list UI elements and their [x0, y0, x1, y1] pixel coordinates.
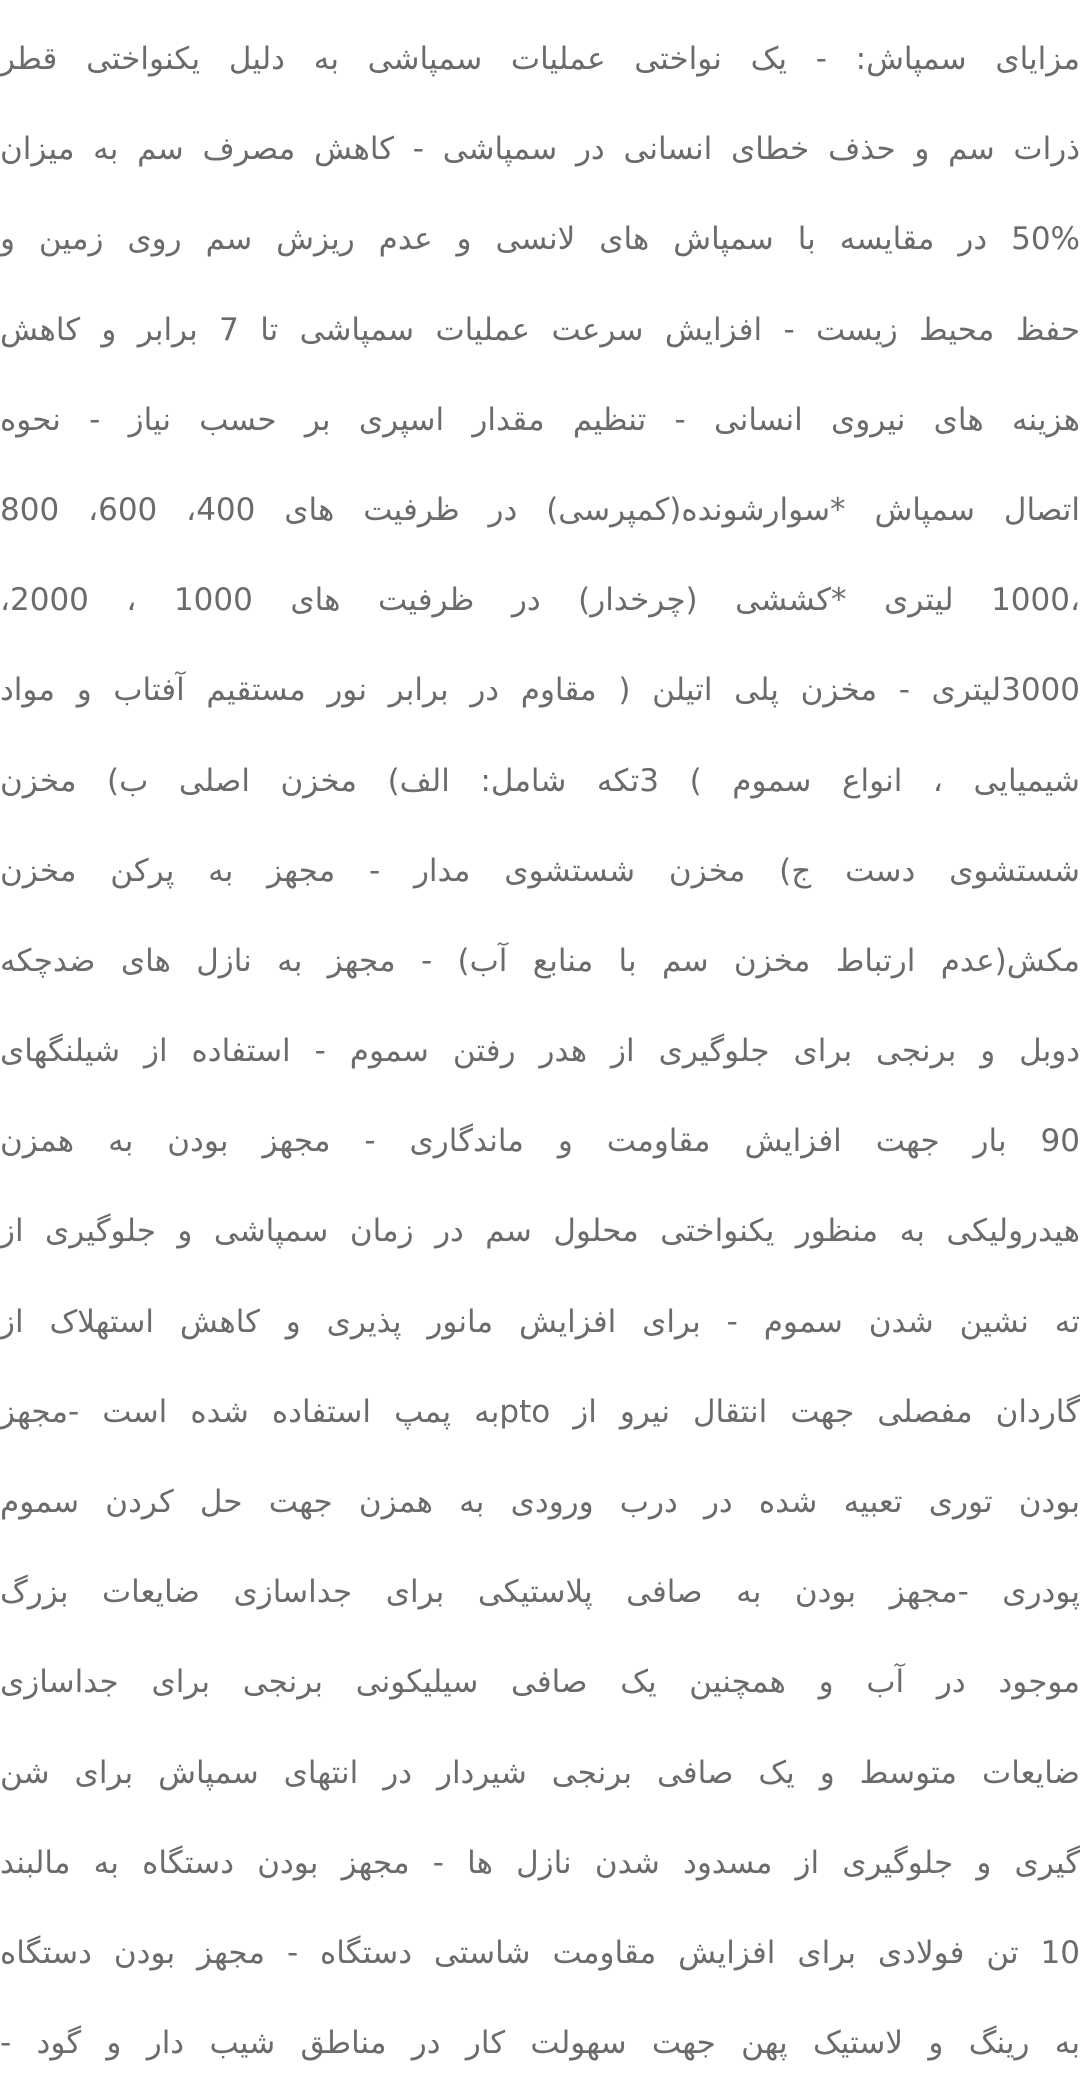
description-line: ته نشین شدن سموم - برای افزایش مانور پذیری و کاهش استهلاک از — [0, 1303, 1080, 1340]
product-description — [0, 14, 1080, 2088]
description-line: 90 بار جهت افزایش مقاومت و ماندگاری - مجهز بودن به همزن — [0, 1123, 1080, 1160]
description-line: موجود در آب و همچنین یک صافی سیلیکونی برنجی برای جداسازی — [0, 1664, 1080, 1701]
description-line: بودن توری تعبیه شده در درب ورودی به همزن جهت حل کردن سموم — [0, 1484, 1080, 1520]
description-line: گاردان مفصلی جهت انتقال نیرو از ptoبه پمپ استفاده شده است -مجهز — [0, 1393, 1080, 1430]
description-line: پودری -مجهز بودن به صافی پلاستیکی برای جداسازی ضایعات بزرگ — [0, 1574, 1080, 1611]
description-line: گیری و جلوگیری از مسدود شدن نازل ها - مجهز بودن دستگاه به مالبند — [0, 1844, 1080, 1881]
description-line: شستشوی دست ج) مخزن شستشوی مدار - مجهز به پرکن مخزن — [0, 852, 1080, 889]
description-line: ذرات سم و حذف خطای انسانی در سمپاشی - کاهش مصرف سم به میزان — [0, 131, 1080, 168]
description-line: ضایعات متوسط و یک صافی برنجی شیردار در انتهای سمپاش برای شن — [0, 1754, 1080, 1791]
description-line: هزینه های نیروی انسانی - تنظیم مقدار اسپری بر حسب نیاز - نحوه — [0, 401, 1080, 438]
description-line: 50% در مقایسه با سمپاش های لانسی و عدم ریزش سم روی زمین و — [0, 221, 1080, 258]
description-line: مکش(عدم ارتباط مخزن سم با منابع آب) - مجهز به نازل های ضدچکه — [0, 942, 1080, 979]
description-line: دوبل و برنجی برای جلوگیری از هدر رفتن سموم - استفاده از شیلنگهای — [0, 1033, 1080, 1070]
description-line: 10 تن فولادی برای افزایش مقاومت شاستی دستگاه - مجهز بودن دستگاه — [0, 1934, 1080, 1971]
description-line: اتصال سمپاش *سوارشونده(کمپرسی) در ظرفیت های 400، 600، 800 — [0, 491, 1080, 528]
description-line: حفظ محیط زیست - افزایش سرعت عملیات سمپاشی تا 7 برابر و کاهش — [0, 311, 1080, 348]
description-line: هیدرولیکی به منظور یکنواختی محلول سم در زمان سمپاشی و جلوگیری از — [0, 1213, 1080, 1250]
description-line: شیمیایی ، انواع سموم ) 3تکه شامل: الف) مخزن اصلی ب) مخزن — [0, 762, 1080, 799]
description-line: ،1000 لیتری *کششی (چرخدار) در ظرفیت های 1000 ، 2000، — [0, 582, 1080, 619]
description-line: مزایای سمپاش: - یک نواختی عملیات سمپاشی به دلیل یکنواختی قطر — [0, 41, 1080, 77]
description-line: 3000لیتری - مخزن پلی اتیلن ( مقاوم در برابر نور مستقیم آفتاب و مواد — [0, 672, 1080, 709]
description-line: به رینگ و لاستیک پهن جهت سهولت کار در مناطق شیب دار و گود - — [0, 2025, 1080, 2062]
